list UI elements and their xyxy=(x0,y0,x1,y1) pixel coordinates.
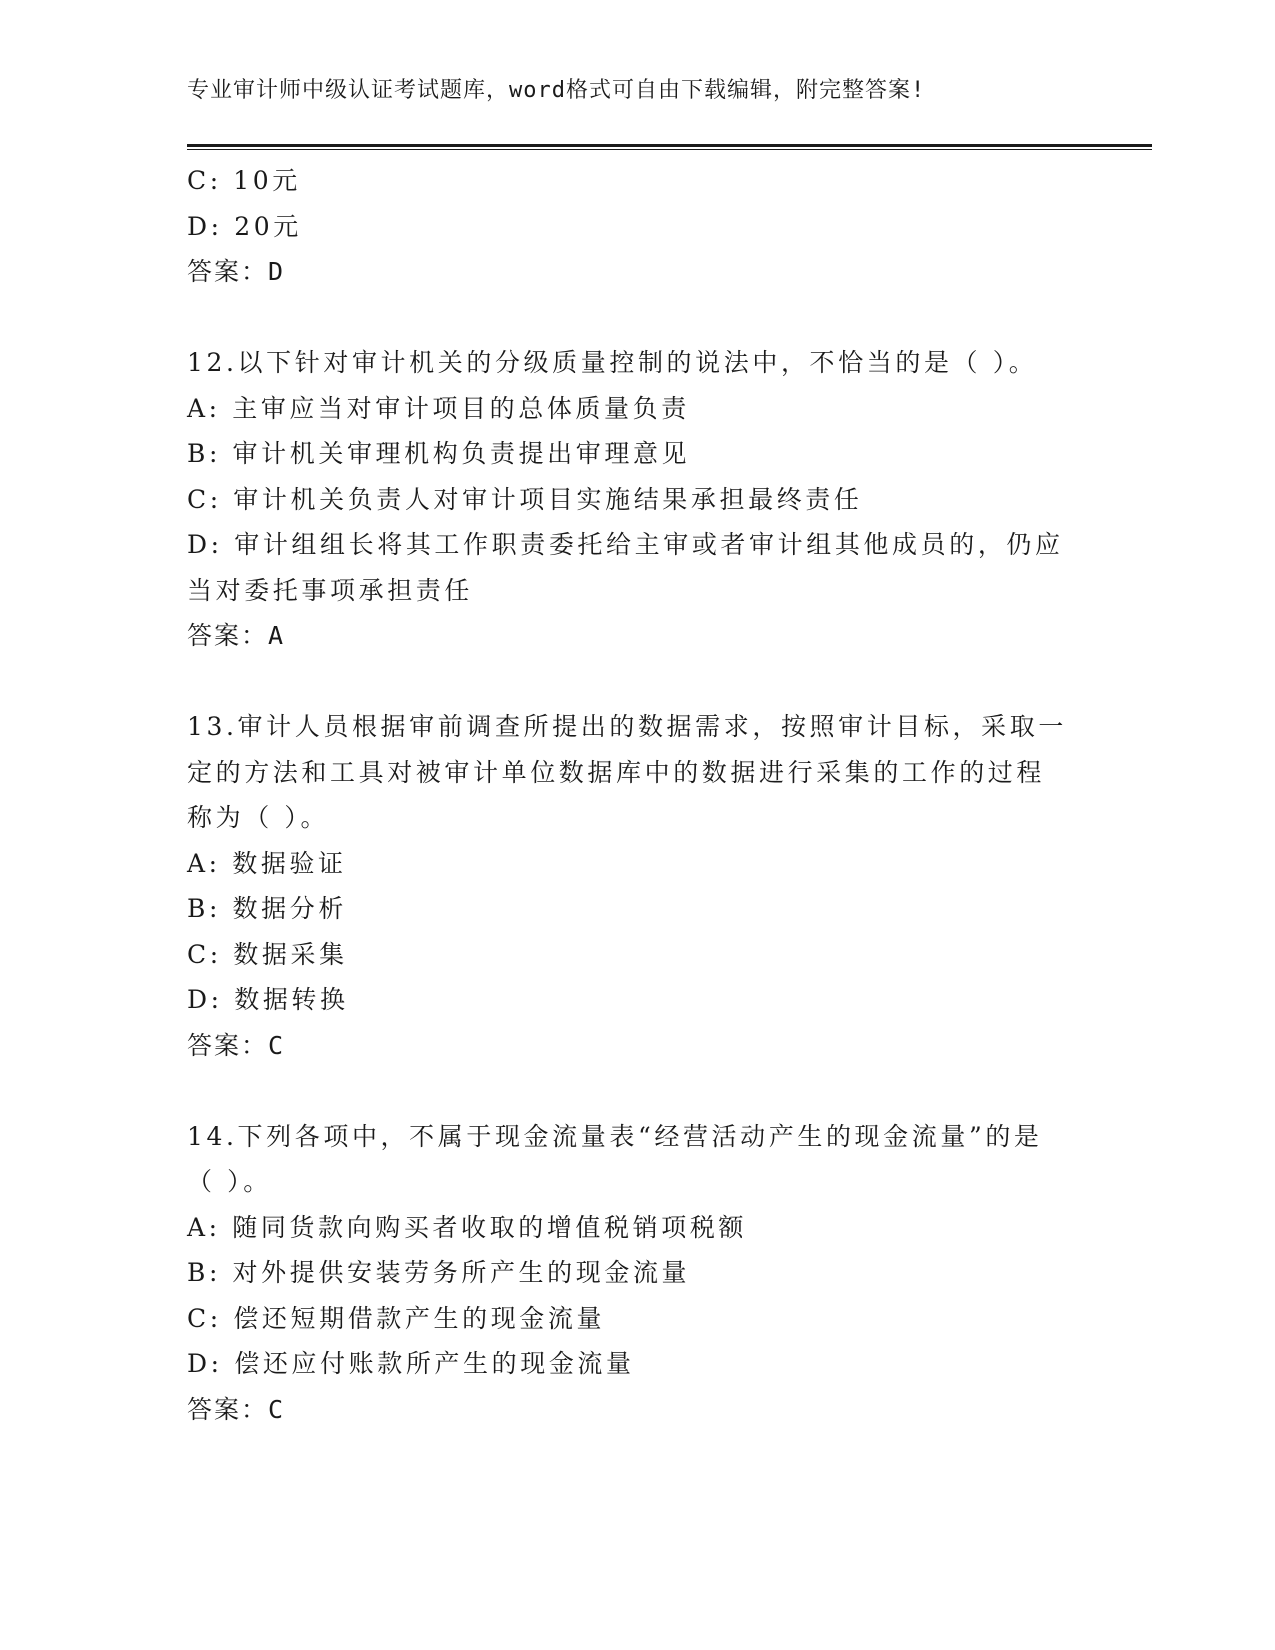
q13-stem-line1: 13.审计人员根据审前调查所提出的数据需求，按照审计目标，采取一 xyxy=(187,712,1067,741)
q14-option-b: B: 对外提供安装劳务所产生的现金流量 xyxy=(187,1258,691,1287)
q12-option-d-line2: 当对委托事项承担责任 xyxy=(187,575,474,605)
spacer xyxy=(187,1068,1087,1114)
q13-answer: 答案：C xyxy=(187,1030,286,1060)
header-rule-thin xyxy=(187,149,1152,150)
q12-option-a: A: 主审应当对审计项目的总体质量负责 xyxy=(187,393,690,423)
q13-option-c: C: 数据采集 xyxy=(187,939,348,969)
q12-answer: 答案：A xyxy=(187,621,286,650)
q14-answer: 答案：C xyxy=(187,1394,286,1424)
q14-option-a: A: 随同货款向购买者收取的增值税销项税额 xyxy=(187,1212,748,1242)
page-header: 专业审计师中级认证考试题库，word格式可自由下载编辑，附完整答案! xyxy=(187,78,926,103)
q12-option-d-line1: D: 审计组组长将其工作职责委托给主审或者审计组其他成员的，仍应 xyxy=(187,530,1064,559)
q14-stem-line1: 14.下列各项中，不属于现金流量表“经营活动产生的现金流量”的是 xyxy=(187,1121,1043,1151)
q13-option-d: D: 数据转换 xyxy=(187,985,349,1014)
prev-answer: 答案：D xyxy=(187,257,286,286)
spacer xyxy=(187,659,1087,705)
prev-option-c: C: 10元 xyxy=(187,166,301,195)
spacer xyxy=(187,295,1087,341)
q12-option-b: B: 审计机关审理机构负责提出审理意见 xyxy=(187,439,691,468)
prev-option-d: D: 20元 xyxy=(187,211,302,241)
q12-option-c: C: 审计机关负责人对审计项目实施结果承担最终责任 xyxy=(187,484,863,514)
q12-stem: 12.以下针对审计机关的分级质量控制的说法中，不恰当的是（ ）。 xyxy=(187,348,1038,377)
q13-option-b: B: 数据分析 xyxy=(187,894,347,923)
document-body xyxy=(187,158,1087,1432)
q14-stem-line2: （ ）。 xyxy=(187,1167,272,1196)
q13-stem-line3: 称为（ ）。 xyxy=(187,803,330,832)
q14-option-c: C: 偿还短期借款产生的现金流量 xyxy=(187,1303,606,1333)
q14-option-d: D: 偿还应付账款所产生的现金流量 xyxy=(187,1349,635,1378)
q13-stem-line2: 定的方法和工具对被审计单位数据库中的数据进行采集的工作的过程 xyxy=(187,757,1046,787)
header-rule-thick xyxy=(187,144,1152,147)
q13-option-a: A: 数据验证 xyxy=(187,848,347,878)
